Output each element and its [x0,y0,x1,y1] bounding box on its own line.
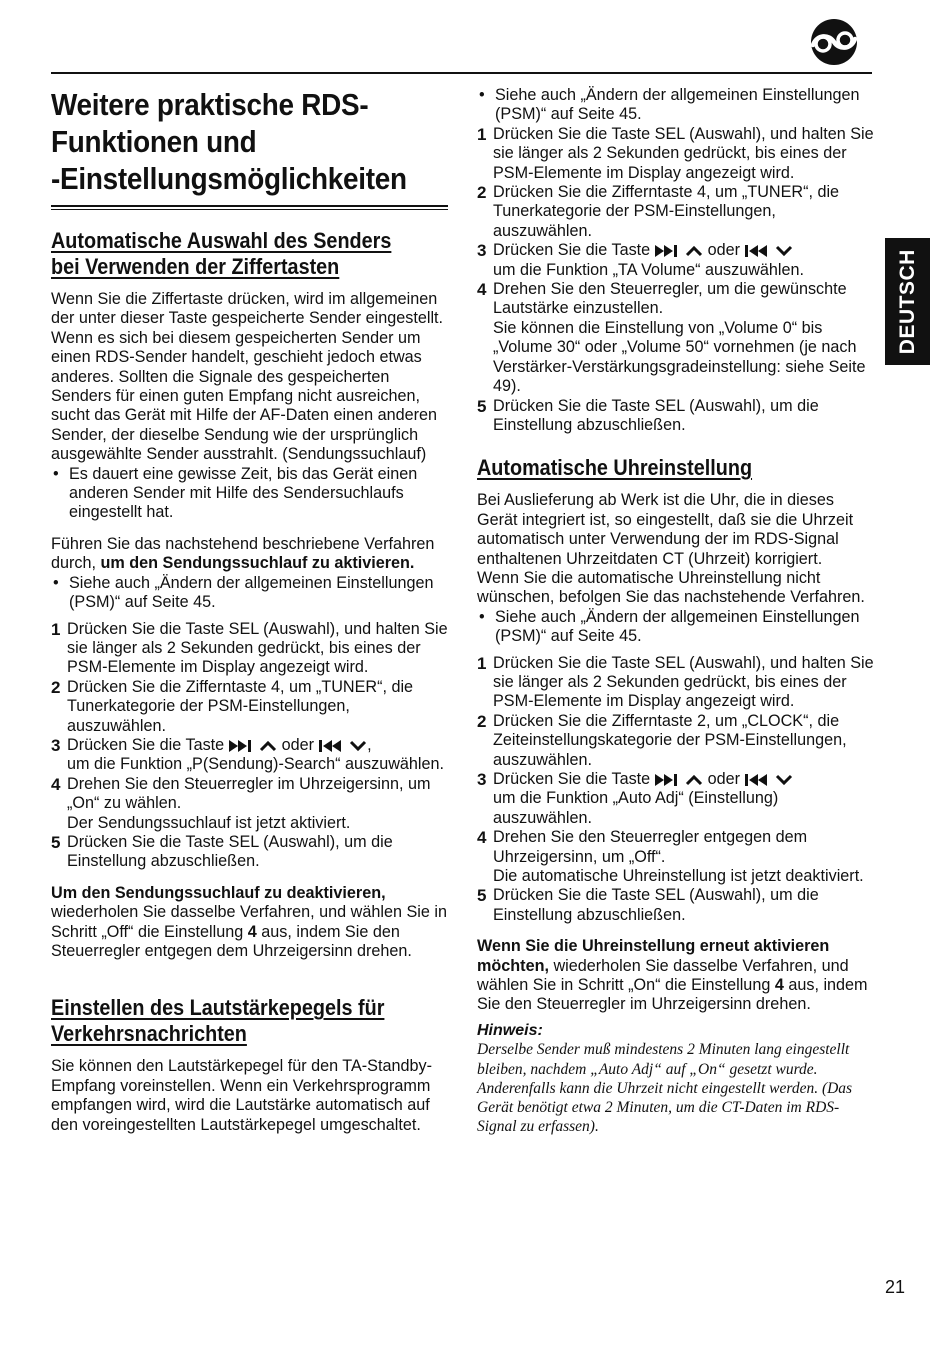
skip-forward-icon [655,774,681,786]
deactivate-text: aus, indem Sie den Steuerregler entgegen dem Uhrzeigersinn drehen. [51,922,412,960]
step-text-part: Drücken Sie die Taste [493,241,651,260]
step-text: Drücken Sie die Taste SEL (Auswahl), und halten Sie sie länger als 2 Sekunden gedrückt, bis eines der PSM-Elemente im Display angezeigt wird. [67,619,448,677]
step-text-part: um die Funktion „P(Sendung)-Search“ auszuwählen. [67,755,445,774]
language-tab-label: DEUTSCH [895,248,919,355]
step-text [493,280,875,396]
section-heading-line: Einstellen des Lautstärkepegels für [51,995,385,1021]
skip-forward-icon [655,245,681,257]
step-number: 4 [51,774,61,794]
skip-back-icon [319,740,345,752]
reactivate-bold: Wenn Sie die Uhreinstellung erneut aktivieren möchten, [477,937,830,975]
step-item [51,620,448,678]
header-rule [51,72,872,74]
step-number: 4 [477,828,487,848]
bullet-item [51,465,448,523]
step-text-part: Sie können die Einstellung von „Volume 0“ bis „Volume 30“ oder „Volume 50“ vornehmen (je nach Verstärker-Verstärkungsgradeinstellung: siehe Seite 49). [493,318,866,396]
right-column [477,86,875,1137]
step-number: 5 [477,886,487,906]
step-text-part: Drehen Sie den Steuerregler im Uhrzeigersinn, um „On“ zu wählen. [67,774,431,813]
title-rule-thin [51,209,448,210]
step-text-part: oder [707,770,741,788]
section-heading-line: bei Verwenden der Ziffertasten [51,254,340,279]
chevron-down-icon [349,740,367,752]
bullet-text: Es dauert eine gewisse Zeit, bis das Gerät einen anderen Sender mit Hilfe des Sendersuchlaufs eingestellt hat. [69,464,418,522]
title-rule [51,205,448,207]
page-title-line: Weitere praktische RDS- [51,87,369,122]
reactivate-text: wiederholen Sie dasselbe Verfahren, und wählen Sie in Schritt „On“ die Einstellung [477,956,849,995]
step-item [477,886,875,925]
step-text-part: oder [281,735,315,754]
deactivate-bold: Um den Sendungssuchlauf zu deaktivieren, [51,883,386,902]
intro-bold: um den Sendungssuchlauf zu aktivieren. [100,554,415,573]
bullet-dot: • [53,464,59,483]
step-item [477,397,875,436]
step-text-part: Drücken Sie die Taste [67,735,225,754]
step-text-part: um die Funktion „Auto Adj“ (Einstellung) auszuwählen. [493,789,779,827]
bullet-dot: • [53,573,59,592]
reactivate-text: aus, indem Sie den Steuerregler im Uhrzeigersinn drehen. [477,976,868,1014]
step-item [477,828,875,886]
step-text [67,736,448,775]
step-text-part: um die Funktion „TA Volume“ auszuwählen. [493,260,805,279]
step-number: 1 [477,124,487,144]
skip-back-icon [745,245,771,257]
step-text-part: oder [707,241,741,260]
chevron-up-icon [259,740,277,752]
bullet-text: Siehe auch „Ändern der allgemeinen Einstellungen (PSM)“ auf Seite 45. [69,573,434,612]
step-item [477,280,875,396]
step-item [51,775,448,833]
step-number: 5 [477,396,487,416]
step-number: 2 [51,677,61,697]
step-number: 2 [477,183,487,203]
step-text [493,770,875,828]
bullet-text: Siehe auch „Ändern der allgemeinen Einstellungen (PSM)“ auf Seite 45. [495,607,860,646]
paragraph: Wenn es sich bei diesem gespeicherten Sender um einen RDS-Sender handelt, geschieht jedoch etwas anderes. Sollten die Signale des gespeicherten Senders für einen guten Empfang nicht ausreichen, sucht das Gerät mit Hilfe der AF-Daten einen anderen Sender, der dieselbe Sendung wie der ursprünglich ausgewählte Sender ausstrahlt. (Sendungssuchlauf) [51,328,438,464]
step-number: 2 [477,711,487,731]
skip-forward-icon [229,740,255,752]
page-number: 21 [885,1277,906,1297]
bullet-dot: • [479,607,485,626]
chevron-up-icon [685,245,703,257]
left-column [51,86,448,1135]
step-number: 1 [477,653,487,673]
section-heading-auto-clock: Automatische Uhreinstellung [477,455,753,481]
step-text [67,775,448,833]
step-text: Drücken Sie die Taste SEL (Auswahl), um die Einstellung abzuschließen. [493,396,819,434]
step-item [477,183,875,241]
page-title-line: -Einstellungsmöglichkeiten [51,161,407,196]
step-text-part: , [367,735,372,754]
step-text-part: Der Sendungssuchlauf ist jetzt aktiviert. [67,813,351,832]
step-number: 5 [51,832,61,852]
step-text-part: Drehen Sie den Steuerregler entgegen dem Uhrzeigersinn, um „Off“. [493,828,808,866]
intro-text: Führen Sie das nachstehend beschriebene Verfahren durch, [51,534,435,573]
step-text [493,241,875,280]
step-number: 1 [51,619,61,639]
step-number: 3 [477,241,487,261]
step-item [477,712,875,770]
step-item [477,125,875,183]
bullet-item [51,574,448,613]
section-heading-line: Automatische Auswahl des Senders [51,228,392,253]
step-item [477,770,875,828]
reactivate-step-ref: 4 [774,976,784,995]
paragraph-intro [51,535,448,574]
chevron-down-icon [775,245,793,257]
paragraph: Bei Auslieferung ab Werk ist die Uhr, die in dieses Gerät integriert ist, so eingestellt, daß sie die Uhrzeit automatisch unter Verwendung der im RDS-Signal enthaltenen Uhrzeitdaten CT (Uhrzeit) korrigiert. [477,491,854,568]
deactivate-text: wiederholen Sie dasselbe Verfahren, und wählen Sie in Schritt „Off“ die Einstellung [51,903,447,941]
page-title [51,86,447,205]
step-text: Drücken Sie die Taste SEL (Auswahl), um die Einstellung abzuschließen. [67,832,393,871]
deactivate-step-ref: 4 [247,922,257,941]
section-heading-station-selection [51,228,447,280]
paragraph: Wenn Sie die automatische Uhreinstellung nicht wünschen, befolgen Sie das nachstehende Verfahren. [477,568,865,607]
step-text-part: Die automatische Uhreinstellung ist jetzt deaktiviert. [493,867,864,886]
language-tab [885,238,930,365]
step-number: 3 [477,770,487,789]
rds-logo-icon [801,18,867,66]
step-text: Drücken Sie die Zifferntaste 2, um „CLOCK“, die Zeiteinstellungskategorie der PSM-Einstellungen, auszuwählen. [493,711,847,769]
paragraph-deactivate [51,884,448,962]
step-text: Drücken Sie die Zifferntaste 4, um „TUNER“, die Tunerkategorie der PSM-Einstellungen, auszuwählen. [493,183,840,240]
step-number: 3 [51,735,61,755]
page-title-line: Funktionen und [51,124,257,159]
step-text [493,828,875,886]
step-item [51,833,448,872]
chevron-up-icon [685,774,703,786]
paragraph: Sie können den Lautstärkepegel für den TA-Standby-Empfang voreinstellen. Wenn ein Verkehrsprogramm empfangen wird, wird die Lautstärke automatisch auf den voreingestellten Lautstärkepegel umgeschaltet. [51,1057,432,1134]
note-text: Derselbe Sender muß mindestens 2 Minuten lang eingestellt bleiben, nachdem „Auto Adj“ auf „On“ gesetzt wurde. Anderenfalls kann die Uhrzeit nicht eingestellt werden. (Das Gerät benötigt etwa 2 Minuten, um die CT-Daten im RDS-Signal zu erfassen). [477,1041,853,1136]
section-heading-traffic-volume [51,995,447,1047]
chevron-down-icon [775,774,793,786]
note-heading: Hinweis: [477,1021,543,1039]
paragraph-reactivate [477,937,875,1015]
section-heading-line: Verkehrsnachrichten [51,1021,247,1047]
bullet-item [477,86,875,125]
step-item [477,654,875,712]
bullet-text: Siehe auch „Ändern der allgemeinen Einstellungen (PSM)“ auf Seite 45. [495,86,860,124]
step-text: Drücken Sie die Taste SEL (Auswahl), und halten Sie sie länger als 2 Sekunden gedrückt, bis eines der PSM-Elemente im Display angezeigt wird. [493,653,874,711]
step-text: Drücken Sie die Zifferntaste 4, um „TUNER“, die Tunerkategorie der PSM-Einstellungen, auszuwählen. [67,677,414,735]
step-text: Drücken Sie die Taste SEL (Auswahl), und halten Sie sie länger als 2 Sekunden gedrückt, bis eines der PSM-Elemente im Display angezeigt wird. [493,124,874,182]
step-item [51,736,448,775]
step-text-part: Drücken Sie die Taste [493,770,651,788]
step-number: 4 [477,280,487,300]
paragraph: Wenn Sie die Ziffertaste drücken, wird im allgemeinen der unter dieser Taste gespeicherte Sender eingestellt. [51,290,444,328]
step-text-part: Drehen Sie den Steuerregler, um die gewünschte Lautstärke einzustellen. [493,280,847,318]
step-item [51,678,448,736]
step-item [477,241,875,280]
step-text: Drücken Sie die Taste SEL (Auswahl), um die Einstellung abzuschließen. [493,886,819,924]
bullet-item [477,608,875,647]
bullet-dot: • [479,86,485,104]
skip-back-icon [745,774,771,786]
